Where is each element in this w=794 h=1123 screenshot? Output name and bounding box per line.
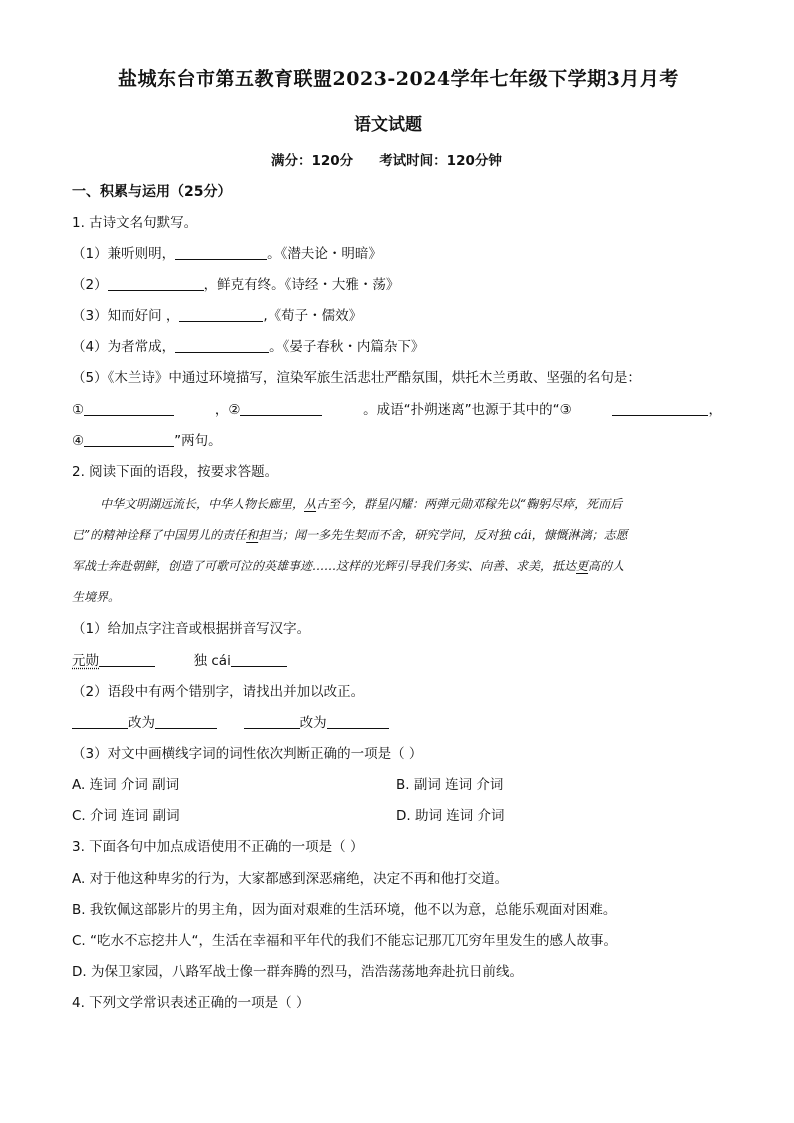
q2-sub-3: （3）对文中画横线字词的词性依次判断正确的一项是（ ） (72, 746, 423, 762)
q1-stem: 1. 古诗文名句默写。 (72, 215, 198, 231)
q4-stem: 4. 下列文学常识表述正确的一项是（ ） (72, 995, 310, 1011)
q2-option-a[interactable]: A. 连词 介词 副词 (72, 777, 180, 793)
q3-option-c[interactable]: C. “吃水不忘挖井人“，生活在幸福和平年代的我们不能忘记那兀兀穷年里发生的感人故事。 (72, 933, 617, 949)
passage-line: 生境界。 (72, 590, 121, 604)
section-heading: 一、积累与运用（25分） (72, 184, 232, 200)
passage-line: 中华文明湖远流长，中华人物长廊里，从古至今，群星闪耀：两弹元勋邓稼先以“鞠躬尽瘁，死而后 (100, 497, 623, 511)
q1-item-3: （3）知而好问 ， ,《荀子・儒效》 (72, 308, 363, 324)
answer-blank[interactable] (84, 401, 174, 416)
q2-option-c[interactable]: C. 介词 连词 副词 (72, 808, 180, 824)
q3-option-a[interactable]: A. 对于他这种卑劣的行为，大家都感到深恶痛绝，决定不再和他打交道。 (72, 871, 509, 887)
passage-line: 军战士奔赴朝鲜，创造了可歌可泣的英雄事迹……这样的光辉引导我们务实、向善、求美，抵达更高的人 (72, 559, 625, 573)
answer-blank[interactable] (175, 245, 267, 260)
q2-sub-2-answers: 改为 改为 (72, 714, 389, 732)
exam-time: 考试时间：120分钟 (379, 153, 502, 169)
answer-blank[interactable] (244, 714, 300, 729)
q2-sub-1: （1）给加点字注音或根据拼音写汉字。 (72, 621, 311, 637)
answer-blank[interactable] (612, 401, 708, 416)
answer-blank[interactable] (179, 307, 263, 322)
q2-stem: 2. 阅读下面的语段，按要求答题。 (72, 464, 279, 480)
q2-sub-2: （2）语段中有两个错别字，请找出并加以改正。 (72, 684, 365, 700)
q1-item-5: （5）《木兰诗》中通过环境描写，渲染军旅生活悲壮严酷氛围，烘托木兰勇敢、坚强的名句是： (72, 370, 641, 386)
answer-blank[interactable] (72, 714, 128, 729)
q2-option-b[interactable]: B. 副词 连词 介词 (396, 777, 504, 793)
q1-item-5-blanks: ① ，② 。成语“扑朔迷离”也源于其中的“③ ， (72, 402, 722, 418)
score-time-line (271, 152, 528, 170)
answer-blank[interactable] (108, 276, 204, 291)
q3-stem: 3. 下面各句中加点成语使用不正确的一项是（ ） (72, 839, 364, 855)
q3-option-b[interactable]: B. 我钦佩这部影片的男主角，因为面对艰难的生活环境，他不以为意，总能乐观面对困难。 (72, 902, 617, 918)
q3-option-d[interactable]: D. 为保卫家园，八路军战士像一群奔腾的烈马，浩浩荡荡地奔赴抗日前线。 (72, 964, 523, 980)
answer-blank[interactable] (240, 401, 322, 416)
answer-blank[interactable] (155, 714, 217, 729)
answer-blank[interactable] (327, 714, 389, 729)
q1-item-1: （1）兼听则明， 。《潜夫论・明暗》 (72, 246, 382, 262)
q2-sub-1-answers: 元勋 独 cái (72, 652, 287, 670)
q2-option-d[interactable]: D. 助词 连词 介词 (396, 808, 505, 824)
full-score: 满分：120分 (271, 153, 354, 169)
q1-item-2: （2） ，鲜克有终。《诗经・大雅・荡》 (72, 277, 400, 293)
exam-subtitle: 语文试题 (354, 115, 422, 135)
exam-title: 盐城东台市第五教育联盟2023-2024学年七年级下学期3月月考 (118, 68, 679, 90)
passage-line: 已”的精神诠释了中国男儿的责任和担当；闻一多先生契而不舍，研究学问，反对独 cái，慷慨淋漓；志愿 (72, 528, 628, 542)
q1-item-5-end: ④ ”两句。 (72, 433, 222, 449)
answer-blank[interactable] (84, 432, 174, 447)
answer-blank[interactable] (231, 652, 287, 667)
answer-blank[interactable] (175, 338, 269, 353)
answer-blank[interactable] (99, 652, 155, 667)
q1-item-4: （4）为者常成， 。《晏子春秋・内篇杂下》 (72, 339, 425, 355)
